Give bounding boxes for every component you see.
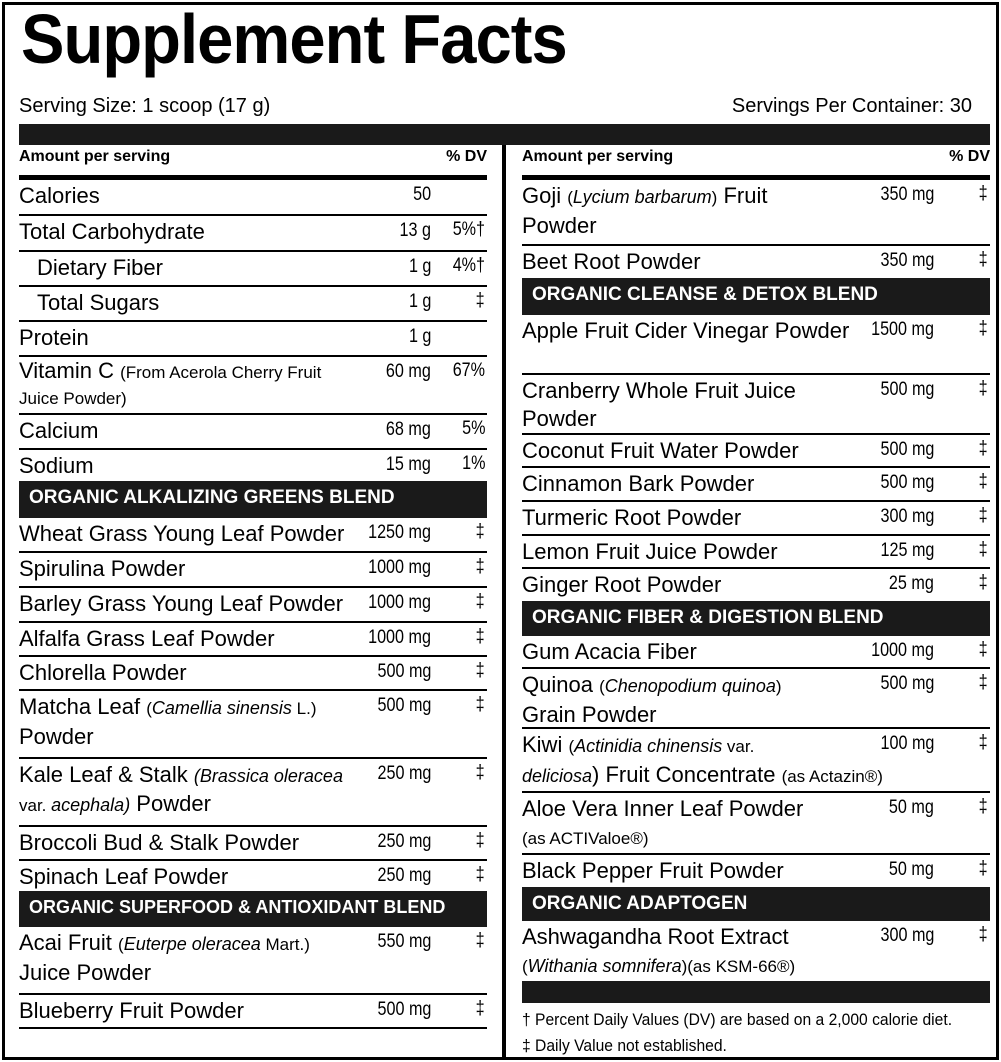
nutrient-row	[19, 287, 487, 322]
ingredient-row	[522, 921, 990, 981]
ingredient-dv: ‡	[979, 639, 988, 660]
serving-size: Serving Size: 1 scoop (17 g)	[19, 95, 271, 117]
nutrient-dv: 67%	[452, 360, 485, 381]
supplement-facts-panel	[2, 2, 999, 1060]
ingredient-dv: ‡	[979, 572, 988, 593]
nutrient-amount: 1 g	[408, 326, 431, 347]
column-header	[19, 145, 487, 180]
ingredient-amount: 300 mg	[880, 506, 934, 527]
ingredient-amount: 500 mg	[377, 695, 431, 716]
ingredient-name: Quinoa (Chenopodium quinoa) Grain Powder	[522, 672, 782, 727]
servings-per-container: Servings Per Container: 30	[731, 95, 972, 117]
ingredient-row	[19, 827, 487, 861]
ingredient-name: Coconut Fruit Water Powder	[522, 438, 799, 463]
ingredient-row	[522, 435, 990, 468]
ingredient-row	[19, 995, 487, 1029]
ingredient-row	[522, 729, 990, 793]
ingredient-dv: ‡	[979, 471, 988, 492]
column-header	[522, 145, 990, 180]
ingredient-amount: 350 mg	[880, 184, 934, 205]
ingredient-row	[19, 553, 487, 588]
nutrient-dv: 5%†	[452, 219, 485, 240]
ingredient-amount: 50 mg	[889, 797, 934, 818]
blend-header: ORGANIC FIBER & DIGESTION BLEND	[522, 601, 990, 636]
ingredient-dv: ‡	[979, 924, 988, 945]
ingredient-amount: 500 mg	[880, 673, 934, 694]
ingredient-amount: 350 mg	[880, 250, 934, 271]
ingredient-row	[522, 855, 990, 887]
ingredient-name: Chlorella Powder	[19, 660, 187, 685]
nutrient-row	[19, 216, 487, 252]
amount-header: Amount per serving	[522, 148, 674, 165]
nutrient-amount: 50	[413, 184, 431, 205]
ingredient-dv: ‡	[476, 762, 485, 783]
ingredient-name: Cinnamon Bark Powder	[522, 471, 755, 496]
ingredient-name: Turmeric Root Powder	[522, 505, 742, 530]
ingredient-dv: ‡	[476, 626, 485, 647]
nutrient-name: Dietary Fiber	[37, 255, 163, 280]
nutrient-name: Calcium	[19, 418, 99, 443]
ingredient-dv: ‡	[476, 998, 485, 1019]
ingredient-dv: ‡	[979, 858, 988, 879]
nutrient-dv: 4%†	[452, 255, 485, 276]
blend-header: ORGANIC ADAPTOGEN	[522, 887, 990, 921]
nutrient-row	[19, 357, 487, 415]
ingredient-name: Acai Fruit (Euterpe oleracea Mart.) Juice Powder	[19, 930, 310, 985]
right-column	[522, 145, 990, 1059]
ingredient-name: Ginger Root Powder	[522, 572, 722, 597]
nutrient-name: Total Sugars	[37, 290, 160, 315]
ingredient-name: Kale Leaf & Stalk (Brassica oleracea var. acephala) Powder	[19, 762, 343, 816]
ingredient-dv: ‡	[979, 378, 988, 399]
ingredient-amount: 250 mg	[377, 763, 431, 784]
nutrient-row	[19, 252, 487, 287]
nutrient-dv: 1%	[461, 453, 485, 474]
ingredient-amount: 250 mg	[377, 831, 431, 852]
ingredient-amount: 500 mg	[377, 999, 431, 1020]
nutrient-row	[19, 415, 487, 450]
ingredient-name: Alfalfa Grass Leaf Powder	[19, 626, 275, 651]
nutrient-name: Total Carbohydrate	[19, 219, 205, 244]
nutrient-row	[19, 450, 487, 481]
nutrient-amount: 15 mg	[386, 454, 431, 475]
ingredient-name: Spirulina Powder	[19, 556, 186, 581]
ingredient-dv: ‡	[979, 732, 988, 753]
ingredient-dv: ‡	[979, 505, 988, 526]
ingredient-amount: 25 mg	[889, 573, 934, 594]
ingredient-name: Cranberry Whole Fruit Juice Powder	[522, 378, 796, 431]
footnote-not-established: ‡ Daily Value not established.	[522, 1036, 727, 1055]
nutrient-amount: 1 g	[408, 256, 431, 277]
ingredient-amount: 1000 mg	[368, 557, 431, 578]
ingredient-amount: 1500 mg	[871, 319, 934, 340]
ingredient-amount: 1250 mg	[368, 522, 431, 543]
blend-header: ORGANIC SUPERFOOD & ANTIOXIDANT BLEND	[19, 891, 487, 927]
ingredient-row	[19, 691, 487, 759]
ingredient-row	[522, 315, 990, 375]
ingredient-amount: 250 mg	[377, 865, 431, 886]
ingredient-row	[522, 569, 990, 601]
ingredient-dv: ‡	[476, 930, 485, 951]
ingredient-name: Lemon Fruit Juice Powder	[522, 539, 778, 564]
top-divider-bar	[19, 124, 990, 145]
ingredient-row	[522, 246, 990, 278]
ingredient-dv: ‡	[979, 249, 988, 270]
nutrient-amount: 13 g	[399, 220, 431, 241]
ingredient-amount: 550 mg	[377, 931, 431, 952]
footnotes	[522, 1003, 953, 1059]
ingredient-dv: ‡	[476, 521, 485, 542]
nutrient-row	[19, 180, 487, 216]
ingredient-row	[522, 375, 990, 435]
nutrient-dv: 5%	[461, 418, 485, 439]
ingredient-row	[522, 793, 990, 855]
ingredient-name: Gum Acacia Fiber	[522, 639, 697, 664]
ingredient-name: Kiwi (Actinidia chinensis var. deliciosa) Fruit Concentrate (as Actazin®)	[522, 732, 883, 787]
footnote-dv: † Percent Daily Values (DV) are based on a 2,000 calorie diet.	[522, 1010, 953, 1029]
dv-header: % DV	[446, 148, 487, 165]
ingredient-amount: 500 mg	[880, 472, 934, 493]
dv-header: % DV	[949, 148, 990, 165]
ingredient-row	[522, 502, 990, 536]
ingredient-name: Ashwagandha Root Extract (Withania somnifera)(as KSM-66®)	[522, 924, 796, 976]
ingredient-dv: ‡	[476, 556, 485, 577]
ingredient-row	[522, 468, 990, 502]
ingredient-row	[19, 759, 487, 827]
ingredient-dv: ‡	[476, 830, 485, 851]
ingredient-name: Beet Root Powder	[522, 249, 701, 274]
ingredient-amount: 300 mg	[880, 925, 934, 946]
ingredient-dv: ‡	[979, 539, 988, 560]
nutrient-name: Vitamin C (From Acerola Cherry Fruit Juice Powder)	[19, 358, 322, 408]
nutrient-name: Calories	[19, 183, 100, 208]
column-divider	[502, 145, 506, 1060]
nutrient-name: Protein	[19, 325, 89, 350]
ingredient-amount: 1000 mg	[368, 627, 431, 648]
nutrient-name: Sodium	[19, 453, 94, 478]
nutrient-amount: 1 g	[408, 291, 431, 312]
panel-title: Supplement Facts	[21, 0, 567, 78]
amount-header: Amount per serving	[19, 148, 171, 165]
ingredient-row	[19, 623, 487, 657]
ingredient-row	[19, 588, 487, 623]
ingredient-row	[522, 636, 990, 669]
ingredient-name: Black Pepper Fruit Powder	[522, 858, 784, 883]
ingredient-row	[522, 669, 990, 729]
ingredient-row	[19, 518, 487, 553]
ingredient-dv: ‡	[476, 660, 485, 681]
ingredient-name: Wheat Grass Young Leaf Powder	[19, 521, 345, 546]
ingredient-dv: ‡	[979, 318, 988, 339]
ingredient-name: Matcha Leaf (Camellia sinensis L.) Powder	[19, 694, 317, 749]
ingredient-dv: ‡	[979, 438, 988, 459]
ingredient-name: Spinach Leaf Powder	[19, 864, 229, 889]
nutrient-row	[19, 322, 487, 357]
footnote-divider-bar	[522, 981, 990, 1003]
nutrient-amount: 60 mg	[386, 361, 431, 382]
ingredient-dv: ‡	[979, 672, 988, 693]
ingredient-dv: ‡	[476, 694, 485, 715]
ingredient-row	[522, 536, 990, 569]
ingredient-name: Barley Grass Young Leaf Powder	[19, 591, 344, 616]
ingredient-name: Goji (Lycium barbarum) Fruit Powder	[522, 183, 768, 238]
ingredient-amount: 125 mg	[880, 540, 934, 561]
ingredient-row	[522, 180, 990, 246]
ingredient-name: Broccoli Bud & Stalk Powder	[19, 830, 300, 855]
ingredient-amount: 50 mg	[889, 859, 934, 880]
ingredient-amount: 1000 mg	[368, 592, 431, 613]
ingredient-amount: 500 mg	[880, 439, 934, 460]
left-column	[19, 145, 487, 1029]
ingredient-amount: 100 mg	[880, 733, 934, 754]
ingredient-dv: ‡	[476, 864, 485, 885]
nutrient-dv: ‡	[476, 290, 485, 311]
ingredient-amount: 500 mg	[377, 661, 431, 682]
ingredient-amount: 1000 mg	[871, 640, 934, 661]
ingredient-dv: ‡	[476, 591, 485, 612]
ingredient-dv: ‡	[979, 796, 988, 817]
ingredient-name: Aloe Vera Inner Leaf Powder (as ACTIValoe®)	[522, 796, 804, 848]
ingredient-row	[19, 927, 487, 995]
ingredient-dv: ‡	[979, 183, 988, 204]
blend-header: ORGANIC ALKALIZING GREENS BLEND	[19, 481, 487, 518]
nutrient-amount: 68 mg	[386, 419, 431, 440]
ingredient-amount: 500 mg	[880, 379, 934, 400]
ingredient-row	[19, 861, 487, 891]
blend-header: ORGANIC CLEANSE & DETOX BLEND	[522, 278, 990, 315]
ingredient-name: Apple Fruit Cider Vinegar Powder	[522, 318, 850, 343]
ingredient-row	[19, 657, 487, 691]
ingredient-name: Blueberry Fruit Powder	[19, 998, 244, 1023]
